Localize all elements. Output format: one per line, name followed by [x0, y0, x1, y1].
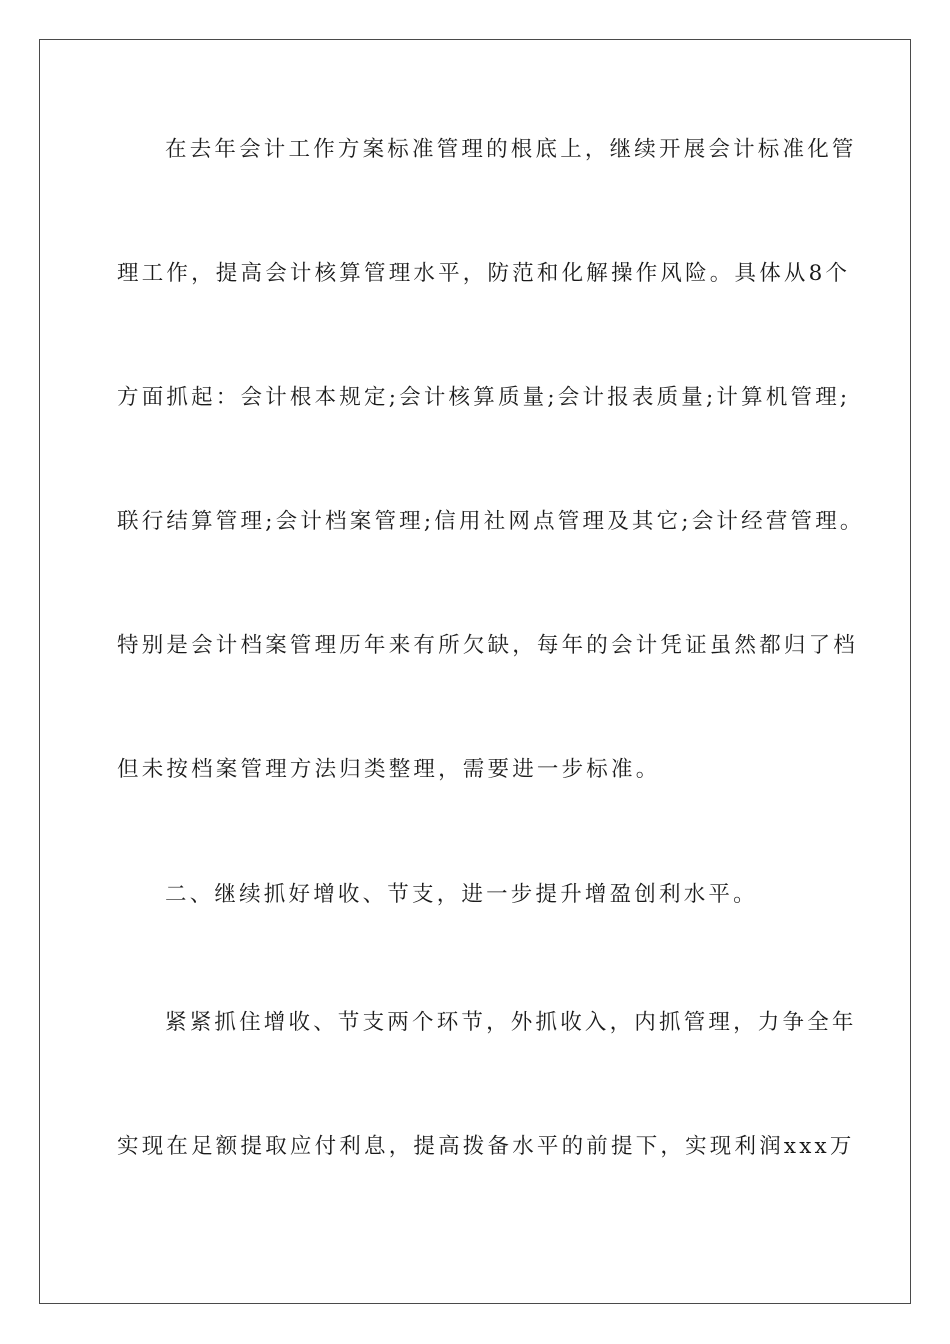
- paragraph-line-8: 实现在足额提取应付利息，提高拨备水平的前提下，实现利润xxx万: [117, 1134, 855, 1159]
- paragraph-line-1: 在去年会计工作方案标准管理的根底上，继续开展会计标准化管: [165, 137, 857, 162]
- paragraph-line-5: 特别是会计档案管理历年来有所欠缺，每年的会计凭证虽然都归了档: [117, 633, 859, 658]
- paragraph-line-3: 方面抓起：会计根本规定;会计核算质量;会计报表质量;计算机管理;: [117, 385, 851, 410]
- paragraph-line-4: 联行结算管理;会计档案管理;信用社网点管理及其它;会计经营管理。: [117, 509, 865, 534]
- paragraph-line-6: 但未按档案管理方法归类整理，需要进一步标准。: [117, 757, 661, 782]
- section-heading: 二、继续抓好增收、节支，进一步提升增盈创利水平。: [165, 882, 758, 907]
- paragraph-line-7: 紧紧抓住增收、节支两个环节，外抓收入，内抓管理，力争全年: [165, 1010, 857, 1035]
- paragraph-line-2: 理工作，提高会计核算管理水平，防范和化解操作风险。具体从8个: [117, 261, 851, 286]
- page-border: [39, 39, 911, 1304]
